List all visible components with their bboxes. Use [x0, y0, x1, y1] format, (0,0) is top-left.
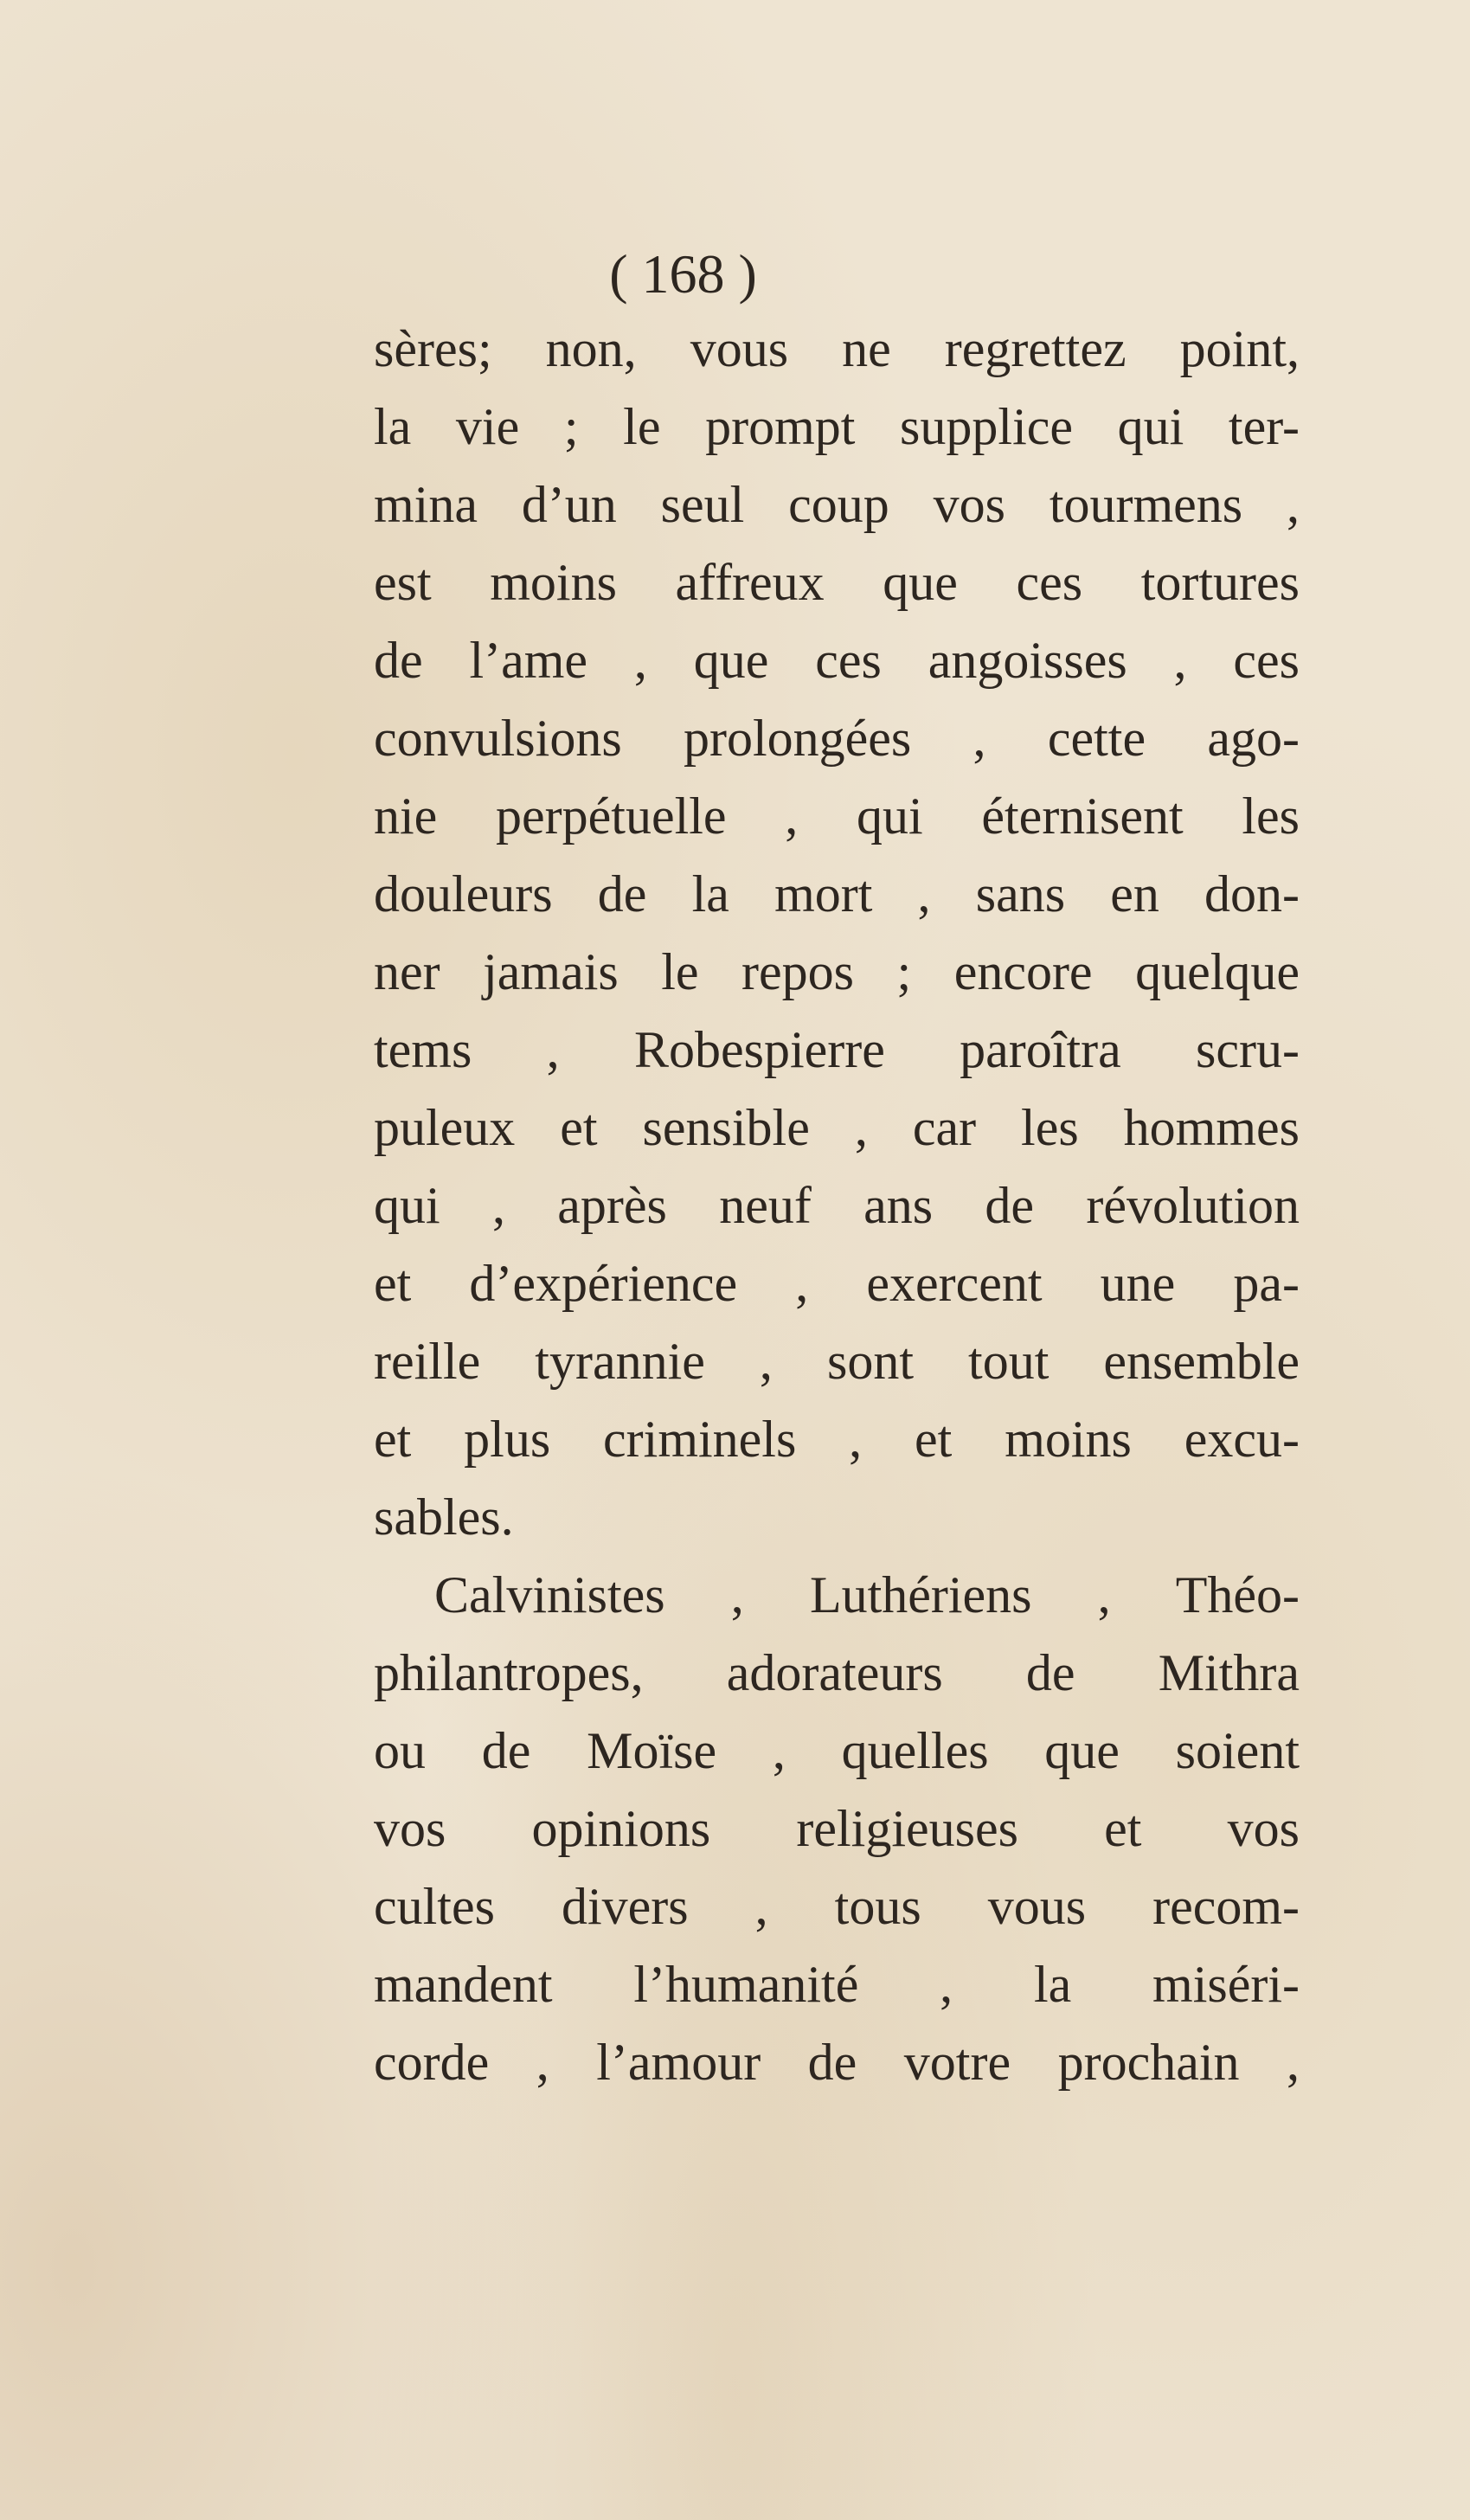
page-number: ( 168 ): [609, 243, 757, 305]
text-line: puleux et sensible , car les hommes: [374, 1099, 1300, 1156]
text-line: sères; non, vous ne regrettez point,: [374, 320, 1300, 377]
text-line: sables.: [374, 1488, 514, 1546]
text-line: ou de Moïse , quelles que soient: [374, 1722, 1300, 1779]
text-line: convulsions prolongées , cette ago-: [374, 710, 1300, 767]
body-text: [374, 310, 1300, 2101]
text-line: la vie ; le prompt supplice qui ter-: [374, 398, 1300, 455]
text-line: reille tyrannie , sont tout ensemble: [374, 1333, 1300, 1390]
text-line: vos opinions religieuses et vos: [374, 1800, 1300, 1857]
text-line: mandent l’humanité , la miséri-: [374, 1956, 1300, 2013]
text-line: ner jamais le repos ; encore quelque: [374, 943, 1300, 1000]
text-line: et plus criminels , et moins excu-: [374, 1411, 1300, 1468]
text-line: mina d’un seul coup vos tourmens ,: [374, 476, 1300, 533]
text-line: Calvinistes , Luthériens , Théo-: [434, 1566, 1300, 1623]
text-line: corde , l’amour de votre prochain ,: [374, 2034, 1300, 2091]
text-line: philantropes, adorateurs de Mithra: [374, 1644, 1300, 1701]
text-line: et d’expérience , exercent une pa-: [374, 1255, 1300, 1312]
text-line: tems , Robespierre paroîtra scru-: [374, 1021, 1300, 1078]
text-line: qui , après neuf ans de révolution: [374, 1177, 1300, 1234]
text-line: cultes divers , tous vous recom-: [374, 1878, 1300, 1935]
text-line: est moins affreux que ces tortures: [374, 554, 1300, 611]
text-line: nie perpétuelle , qui éternisent les: [374, 788, 1300, 845]
text-line: de l’ame , que ces angoisses , ces: [374, 632, 1300, 689]
text-line: douleurs de la mort , sans en don-: [374, 865, 1300, 922]
